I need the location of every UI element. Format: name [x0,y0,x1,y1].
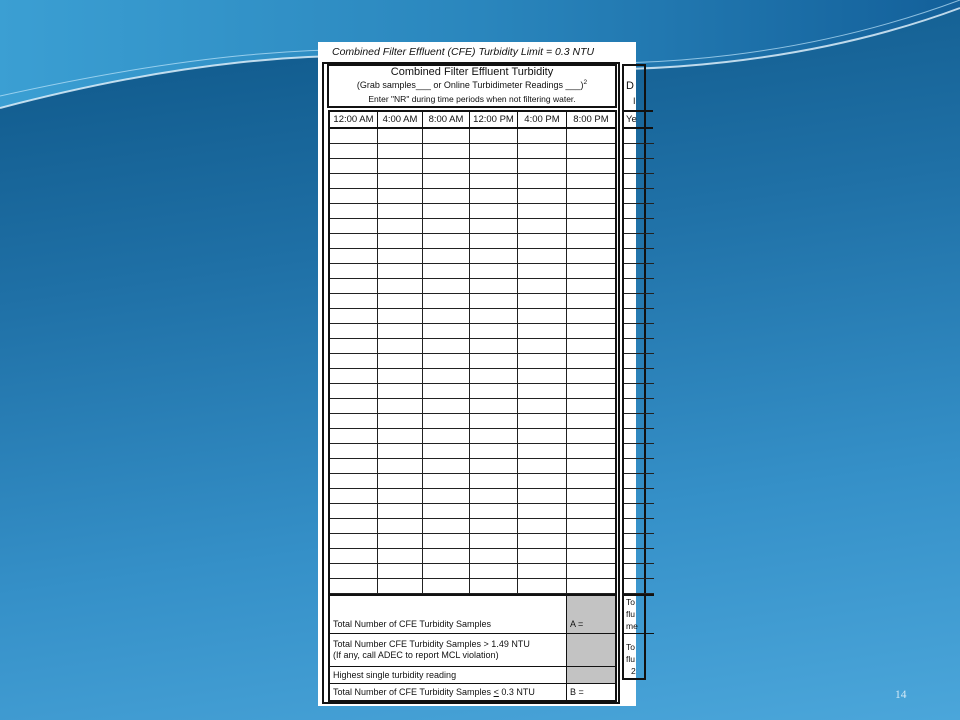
reading-cell [518,309,567,323]
reading-cell [330,279,378,293]
reading-cell [330,414,378,428]
reading-cell [423,189,470,203]
time-header-12am: 12:00 AM [330,112,378,127]
summary-table [328,594,617,702]
reading-cell [470,354,518,368]
reading-cell [378,564,423,578]
reading-cell [330,429,378,443]
reading-cell [567,459,615,473]
reading-row [330,129,615,144]
reading-cell [518,504,567,518]
reading-cell [330,174,378,188]
adjacent-row [624,189,654,204]
reading-cell [423,354,470,368]
adjacent-row [624,459,654,474]
reading-cell [567,234,615,248]
reading-cell [470,294,518,308]
reading-cell [470,339,518,353]
adjacent-row [624,264,654,279]
reading-cell [518,444,567,458]
reading-row [330,519,615,534]
within-limit-value-cell: B = [570,686,584,697]
adjacent-rows [624,129,654,594]
reading-cell [567,324,615,338]
sample-type-line [329,79,615,92]
reading-cell [470,579,518,593]
reading-row [330,564,615,579]
adjacent-row [624,354,654,369]
reading-cell [378,234,423,248]
reading-cell [470,549,518,563]
reading-cell [330,264,378,278]
reading-cell [378,159,423,173]
reading-cell [518,219,567,233]
summary-row-highest-reading [330,667,615,684]
adjacent-column-label: Ye [623,110,653,129]
reading-cell [470,129,518,143]
reading-cell [378,219,423,233]
reading-cell [470,564,518,578]
reading-cell [567,339,615,353]
reading-cell [518,369,567,383]
reading-cell [378,339,423,353]
reading-cell [518,549,567,563]
reading-cell [378,369,423,383]
reading-cell [330,339,378,353]
reading-cell [330,384,378,398]
reading-cell [330,324,378,338]
adjacent-row [624,324,654,339]
over-limit-note: (If any, call ADEC to report MCL violation) [333,650,499,660]
over-limit-text: Total Number CFE Turbidity Samples > 1.49 NTU [333,639,530,649]
reading-cell [378,519,423,533]
reading-cell [330,159,378,173]
reading-cell [470,414,518,428]
reading-cell [330,549,378,563]
time-header-4pm: 4:00 PM [518,112,567,127]
reading-cell [470,189,518,203]
reading-cell [470,399,518,413]
reading-cell [470,219,518,233]
summary-row-within-limit [330,684,615,700]
instruction-text: Enter "NR" during time periods when not filtering water. [368,94,576,104]
reading-cell [518,354,567,368]
reading-cell [378,279,423,293]
reading-cell [518,159,567,173]
reading-cell [423,159,470,173]
reading-cell [567,279,615,293]
adjacent-row [624,204,654,219]
reading-row [330,144,615,159]
reading-cell [567,369,615,383]
reading-cell [470,519,518,533]
total-samples-label: Total Number of CFE Turbidity Samples [330,596,567,633]
reading-cell [423,459,470,473]
reading-cell [567,174,615,188]
reading-cell [470,249,518,263]
reading-cell [567,264,615,278]
reading-cell [567,144,615,158]
form-title: Combined Filter Effluent (CFE) Turbidity Limit = 0.3 NTU [332,46,595,58]
reading-row [330,369,615,384]
reading-cell [378,579,423,593]
reading-cell [518,534,567,548]
section-heading: Combined Filter Effluent Turbidity [390,66,554,78]
reading-cell [518,414,567,428]
adjacent-row [624,429,654,444]
reading-cell [567,549,615,563]
reading-cell [378,429,423,443]
reading-cell [470,534,518,548]
reading-cell [567,249,615,263]
reading-cell [518,144,567,158]
reading-cell [378,534,423,548]
reading-cell [330,294,378,308]
reading-row [330,444,615,459]
highest-reading-label: Highest single turbidity reading [330,667,567,683]
reading-cell [518,489,567,503]
reading-cell [567,354,615,368]
reading-cell [378,504,423,518]
highest-reading-value-cell [567,667,615,683]
reading-cell [423,294,470,308]
reading-cell [378,174,423,188]
time-column-headers [328,110,617,129]
reading-cell [518,459,567,473]
over-limit-label [330,634,567,666]
reading-cell [378,399,423,413]
reading-cell [470,174,518,188]
reading-cell [330,309,378,323]
reading-cell [470,234,518,248]
reading-cell [470,324,518,338]
reading-cell [567,204,615,218]
reading-row [330,414,615,429]
reading-row [330,279,615,294]
reading-cell [567,519,615,533]
reading-cell [567,219,615,233]
reading-cell [330,129,378,143]
reading-cell [518,519,567,533]
reading-cell [423,144,470,158]
time-header-8am: 8:00 AM [423,112,470,127]
reading-cell [470,204,518,218]
reading-cell [518,384,567,398]
section-header-box [327,64,617,108]
reading-cell [470,444,518,458]
reading-row [330,174,615,189]
reading-cell [330,234,378,248]
reading-cell [423,489,470,503]
reading-cell [330,459,378,473]
adjacent-row [624,369,654,384]
reading-cell [518,564,567,578]
turbidity-form-image [318,42,636,706]
reading-cell [378,264,423,278]
time-header-8pm: 8:00 PM [573,114,609,125]
reading-row [330,204,615,219]
reading-cell [518,204,567,218]
adjacent-row [624,174,654,189]
reading-cell [518,189,567,203]
reading-cell [567,504,615,518]
reading-cell [423,549,470,563]
adjacent-row [624,504,654,519]
adjacent-row [624,579,654,594]
adjacent-row [624,294,654,309]
reading-cell [423,564,470,578]
reading-cell [518,279,567,293]
reading-cell [518,294,567,308]
reading-cell [470,429,518,443]
reading-cell [567,429,615,443]
reading-cell [330,399,378,413]
reading-cell [518,474,567,488]
reading-cell [330,444,378,458]
adjacent-header-fragment: I [633,96,636,106]
reading-cell [378,249,423,263]
reading-cell [470,489,518,503]
reading-cell [567,474,615,488]
reading-cell [330,219,378,233]
adjacent-row [624,519,654,534]
summary-row-over-limit [330,634,615,667]
reading-row [330,339,615,354]
reading-cell [378,489,423,503]
adjacent-row [624,564,654,579]
total-samples-value-cell: A = [567,596,615,633]
reading-cell [330,204,378,218]
reading-cell [378,474,423,488]
reading-cell [330,564,378,578]
reading-cell [470,504,518,518]
adjacent-row [624,384,654,399]
reading-cell [567,564,615,578]
reading-row [330,384,615,399]
reading-cell [567,579,615,593]
reading-grid [328,129,617,594]
adjacent-row [624,414,654,429]
reading-cell [423,234,470,248]
reading-cell [470,264,518,278]
reading-cell [330,369,378,383]
reading-row [330,189,615,204]
reading-row [330,534,615,549]
reading-cell [470,309,518,323]
reading-row [330,504,615,519]
adjacent-row [624,339,654,354]
reading-cell [567,189,615,203]
reading-cell [378,189,423,203]
reading-row [330,219,615,234]
reading-cell [567,489,615,503]
reading-cell [378,129,423,143]
reading-cell [518,129,567,143]
adjacent-row [624,489,654,504]
reading-cell [423,279,470,293]
reading-cell [567,444,615,458]
reading-cell [330,474,378,488]
reading-cell [470,369,518,383]
adjacent-row [624,219,654,234]
adjacent-summary-fragment-1: To flu me [624,596,654,634]
reading-cell [330,504,378,518]
reading-row [330,489,615,504]
reading-cell [330,144,378,158]
reading-cell [330,354,378,368]
reading-cell [378,144,423,158]
reading-cell [378,384,423,398]
reading-cell [518,399,567,413]
reading-cell [330,189,378,203]
reading-cell [423,504,470,518]
less-or-equal-symbol: < [493,686,499,697]
reading-cell [378,444,423,458]
reading-cell [567,414,615,428]
adjacent-row [624,249,654,264]
reading-cell [567,309,615,323]
reading-row [330,159,615,174]
reading-cell [423,174,470,188]
slide-page-number: 14 [895,689,907,701]
reading-cell [423,444,470,458]
reading-cell [378,294,423,308]
reading-row [330,249,615,264]
reading-cell [518,579,567,593]
reading-row [330,459,615,474]
adjacent-row [624,309,654,324]
reading-cell [423,474,470,488]
reading-cell [567,399,615,413]
reading-cell [378,459,423,473]
reading-cell [423,204,470,218]
reading-cell [518,264,567,278]
reading-cell [470,474,518,488]
reading-cell [423,519,470,533]
reading-cell [423,264,470,278]
reading-cell [423,399,470,413]
reading-row [330,294,615,309]
reading-cell [470,279,518,293]
reading-cell [567,129,615,143]
reading-cell [378,414,423,428]
reading-cell [423,219,470,233]
reading-cell [567,384,615,398]
reading-cell [330,534,378,548]
reading-row [330,354,615,369]
reading-cell [423,384,470,398]
reading-cell [423,249,470,263]
reading-cell [378,204,423,218]
reading-cell [330,519,378,533]
reading-cell [330,489,378,503]
reading-cell [330,579,378,593]
adjacent-row [624,534,654,549]
adjacent-row [624,444,654,459]
adjacent-row [624,159,654,174]
reading-cell [423,429,470,443]
reading-cell [423,534,470,548]
adjacent-row [624,474,654,489]
reading-cell [518,429,567,443]
reading-cell [378,324,423,338]
reading-row [330,474,615,489]
reading-row [330,399,615,414]
over-limit-value-cell [567,634,615,666]
time-header-4am: 4:00 AM [378,112,423,127]
summary-row-total-samples [330,596,615,634]
reading-cell [330,249,378,263]
reading-cell [423,324,470,338]
reading-cell [378,354,423,368]
reading-cell [567,534,615,548]
reading-row [330,264,615,279]
adjacent-row [624,129,654,144]
reading-cell [518,234,567,248]
reading-cell [423,369,470,383]
reading-row [330,309,615,324]
reading-cell [518,324,567,338]
time-header-12pm: 12:00 PM [470,112,518,127]
reading-row [330,234,615,249]
reading-cell [470,459,518,473]
reading-cell [470,384,518,398]
adjacent-row [624,549,654,564]
reading-cell [518,174,567,188]
adjacent-header-fragment: D [626,80,634,92]
reading-cell [470,144,518,158]
within-limit-label: Total Number of CFE Turbidity Samples < 0.3 NTU [330,684,567,700]
adjacent-row [624,234,654,249]
reading-cell [423,129,470,143]
reading-cell [423,309,470,323]
adjacent-row [624,144,654,159]
reading-row [330,429,615,444]
adjacent-summary [624,594,654,680]
adjacent-row [624,279,654,294]
reading-cell [423,579,470,593]
reading-cell [518,249,567,263]
reading-cell [378,549,423,563]
reading-row [330,324,615,339]
sample-type-text: (Grab samples___ or Online Turbidimeter Readings ___) [356,80,584,90]
adjacent-summary-fragment-2: To flu 2 [626,642,636,676]
reading-cell [423,414,470,428]
reading-cell [423,339,470,353]
adjacent-row [624,399,654,414]
reading-cell [518,339,567,353]
reading-row [330,549,615,564]
reading-cell [470,159,518,173]
footnote-marker: 2 [583,79,588,86]
reading-cell [567,294,615,308]
reading-cell [567,159,615,173]
reading-cell [378,309,423,323]
reading-row [330,579,615,594]
